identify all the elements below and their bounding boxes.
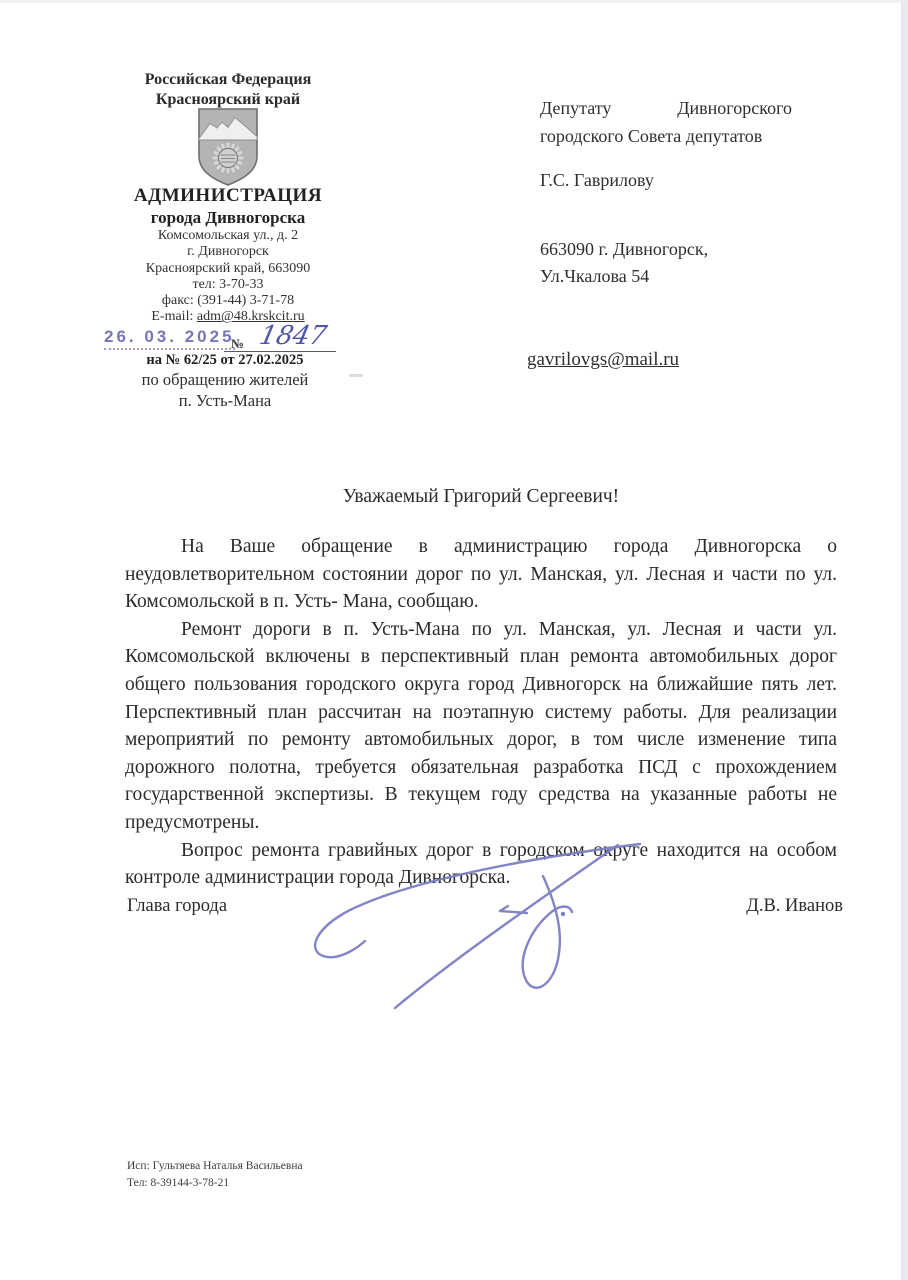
org-fax: факс: (391-44) 3-71-78 — [161, 293, 295, 309]
recipient-title: Депутату — [540, 98, 612, 118]
org-address-line1: Комсомольская ул., д. 2 — [157, 228, 299, 243]
reference-line: на № 62/25 от 27.02.2025 — [146, 352, 304, 368]
recipient-address-line2: Ул.Чкалова 54 — [540, 266, 650, 286]
org-address-line2: г. Дивногорск — [187, 244, 269, 260]
recipient-address-line1: 663090 г. Дивногорск, — [540, 239, 709, 259]
recipient-name: Г.С. Гаврилову — [540, 170, 654, 190]
coat-of-arms-icon — [195, 106, 261, 193]
recipient-email: gavrilovgs@mail.ru — [527, 349, 680, 370]
scan-top-edge — [0, 0, 908, 3]
recipient-org-word: Дивногорского — [677, 98, 792, 118]
org-address-line3: Красноярский край, 663090 — [145, 260, 311, 276]
date-stamp: 26. 03. 2025 — [104, 327, 235, 350]
recipient-line2: городского Совета депутатов — [540, 126, 763, 146]
letterhead-org-block — [48, 184, 408, 326]
executor-footer — [127, 1158, 303, 1192]
handwritten-outgoing-number: 1847 — [256, 321, 330, 351]
signer-position: Глава города — [127, 896, 228, 916]
org-email: adm@48.krskcit.ru — [196, 309, 305, 325]
handwritten-signature — [295, 838, 645, 1043]
org-name-line1: АДМИНИСТРАЦИЯ — [133, 185, 323, 206]
subject-line2: п. Усть-Мана — [178, 391, 272, 410]
letterhead-region: Красноярский край — [155, 91, 301, 108]
body-paragraph-3: Вопрос ремонта гравийных дорог в городском округе находится на особом контроле администрации города Дивногорска. — [125, 839, 837, 889]
letterhead-country: Российская Федерация — [144, 71, 312, 88]
org-name-line2: города Дивногорска — [150, 208, 306, 227]
number-sign: № — [231, 336, 245, 351]
subject-block — [110, 369, 340, 411]
recipient-address — [540, 236, 708, 290]
executor-phone: Тел: 8-39144-3-78-21 — [127, 1177, 230, 1189]
recipient-line1 — [540, 94, 792, 122]
signer-name: Д.В. Иванов — [746, 896, 843, 916]
signature-row — [127, 896, 843, 917]
scan-artifact-dash — [349, 374, 363, 377]
salutation: Уважаемый Григорий Сергеевич! — [342, 486, 620, 507]
subject-line1: по обращению жителей — [141, 370, 309, 389]
org-phone: тел: 3-70-33 — [192, 276, 264, 292]
executor-name: Исп: Гультяева Наталья Васильевна — [127, 1160, 303, 1172]
org-email-line — [48, 309, 408, 325]
org-email-label: E-mail: — [151, 309, 197, 325]
body-paragraph-2: Ремонт дороги в п. Усть-Мана по ул. Манская, ул. Лесная и части ул. Комсомольской включены в перспективный план ремонта автомобильных дорог общего пользования городского округа город Дивногорск на ближайшие пять лет. Перспективный план рассчитан на поэтапную систему работы. Для реализации мероприятий по ремонту автомобильных дорог, в том числе изменение типа дорожного полотна, требуется обязательная разработка ПСД с прохождением государственной экспертизы. В текущем году средства на указанные работы не предусмотрены. — [125, 618, 837, 833]
letterhead-country-region — [78, 70, 378, 110]
scan-right-edge — [901, 0, 908, 1280]
body-paragraph-1: На Ваше обращение в администрацию города Дивногорска о неудовлетворительном состоянии дорог по ул. Манская, ул. Лесная и части по ул. Комсомольской в п. Усть- Мана, сообщаю. — [125, 536, 837, 613]
recipient-block — [540, 94, 792, 150]
